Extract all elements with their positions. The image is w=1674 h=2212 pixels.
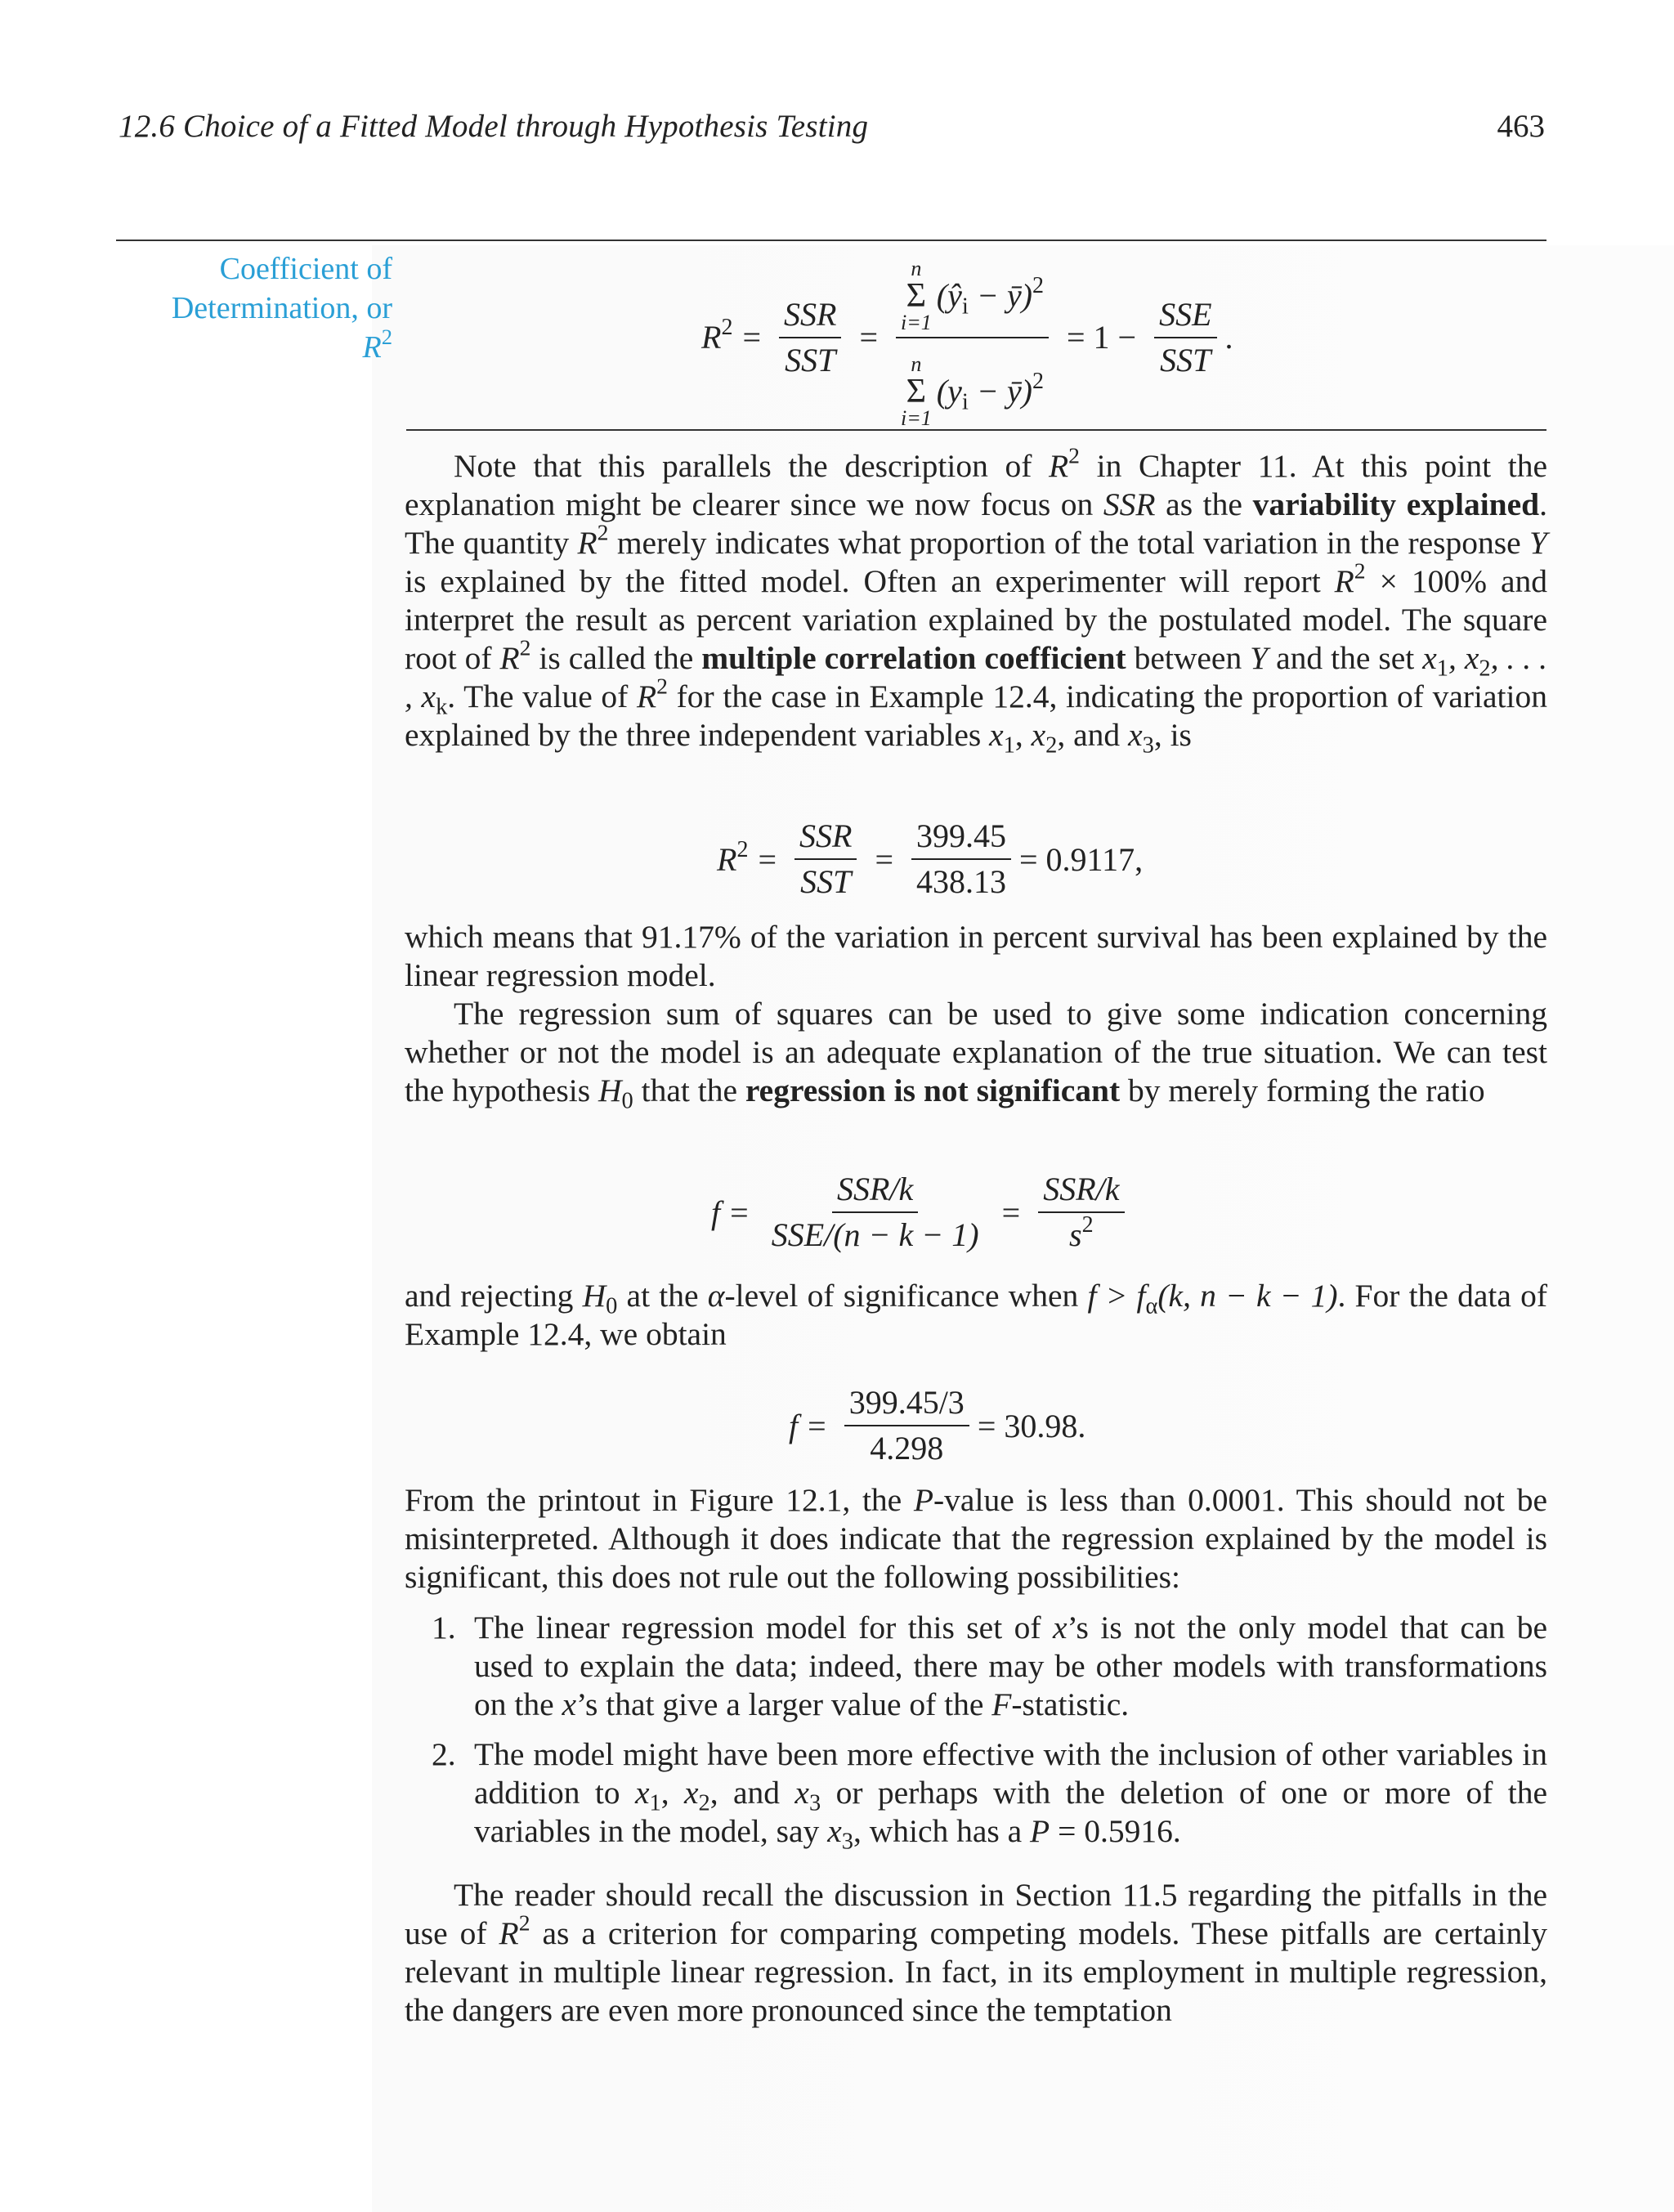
f-value-equation: f = $\frac{399.45/3}{4.298}$ = 30.98.	[789, 1384, 1086, 1466]
paragraph: Note that this parallels the description of $R^2$ in Chapter 11. At this point the explanation might be clearer since we now focus on SSR as the variability explained. The quantity $R^2$ merely indicates what proportion of the total variation in the response Y is explained by the fitted model. Often an experimenter will report $R^2 \times 100\%$ and interpret the result as percent variation explained by the postulated model. The square root of $R^2$ is called the multiple correlation coefficient between Y and the set $x_1$, $x_2$, . . . , $x_k$. The value of $R^2$ for the case in Example 12.4, indicating the proportion of variation explained by the three independent variables $x_1$, $x_2$, and $x_3$, is	[405, 442, 1548, 759]
margin-note-line: Determination, or	[171, 291, 392, 325]
definition-top-rule	[116, 240, 1546, 241]
ssr-over-sst: $\frac{\text{SSR}}{\text{SST}}$	[779, 296, 841, 379]
paragraph: The reader should recall the discussion in Section 11.5 regarding the pitfalls in the use of $R^2$ as a criterion for comparing competing models. These pitfalls are certainly relevant in multiple linear regression. In fact, in its employment in multiple regression, the dangers are even more pronounced since the temptation	[405, 1877, 1547, 2028]
paragraph: The regression sum of squares can be used to give some indication concerning whether or not the model is an adequate explanation of the true situation. We can test the hypothesis $H_0$ that the regression is not significant by merely forming the ratio	[405, 996, 1547, 1114]
paragraph: and rejecting $H_0$ at the α-level of significance when $f > f_\alpha(k$, n − k − 1). For the data of Example 12.4, we obtain	[405, 1278, 1547, 1352]
running-title: 12.6 Choice of a Fitted Model through Hypothesis Testing	[119, 109, 869, 144]
f-ratio-equation: f = $\frac{\text{SSR/k}}{\text{SSE/(n − k − 1)}}$ = $\frac{\text{SSR/k}}{s^2}$	[711, 1171, 1133, 1254]
definition-bottom-rule	[406, 429, 1546, 431]
possibilities-list	[405, 1609, 1547, 1862]
r-squared-symbol: $R^2$	[701, 315, 733, 356]
r-squared-value-equation: $R^2$ = $\frac{\text{SSR}}{\text{SST}}$ = $\frac{399.45}{438.13}$ = 0.9117,	[717, 817, 1144, 900]
paragraph: which means that 91.17% of the variation in percent survival has been explained by the linear regression model.	[405, 919, 1547, 993]
sse-over-sst: $\frac{\text{SSE}}{\text{SST}}$	[1154, 296, 1216, 379]
paragraph: From the printout in Figure 12.1, the P-value is less than 0.0001. This should not be misinterpreted. Although it does indicate that the regression explained by the model is significant, this does not rule out the following possibilities:	[405, 1482, 1547, 1595]
margin-note	[114, 249, 392, 367]
sum-ratio: n Σ i=1 ($ŷ_i$ − ȳ)$^2$ n Σ i=1 ($y_i$ − ȳ)$^2$	[896, 246, 1049, 429]
margin-note-line: $R^2$	[362, 325, 392, 365]
list-item: 1. The linear regression model for this set of x’s is not the only model that can be used to explain the data; indeed, there may be other models with transformations on the x’s that give a larger value of the F-statistic.	[432, 1610, 1547, 1722]
page-number: 463	[1497, 109, 1545, 144]
margin-note-line: Coefficient of	[219, 252, 392, 286]
list-item: 2. The model might have been more effective with the inclusion of other variables in addition to $x_1$, $x_2$, and $x_3$ or perhaps with the deletion of one or more of the variables in the model, say $x_3$, which has a P = 0.5916.	[432, 1736, 1547, 1855]
r-squared-definition: $R^2$ = $\frac{\text{SSR}}{\text{SST}}$ = n Σ i=1 ($ŷ_i$ − ȳ)$^2$ n Σ i=1 ($y_i$ − ȳ)$^2$ = 1 − $\frac{\text{SSE}}{\text{SST}}$ .	[701, 253, 1233, 421]
